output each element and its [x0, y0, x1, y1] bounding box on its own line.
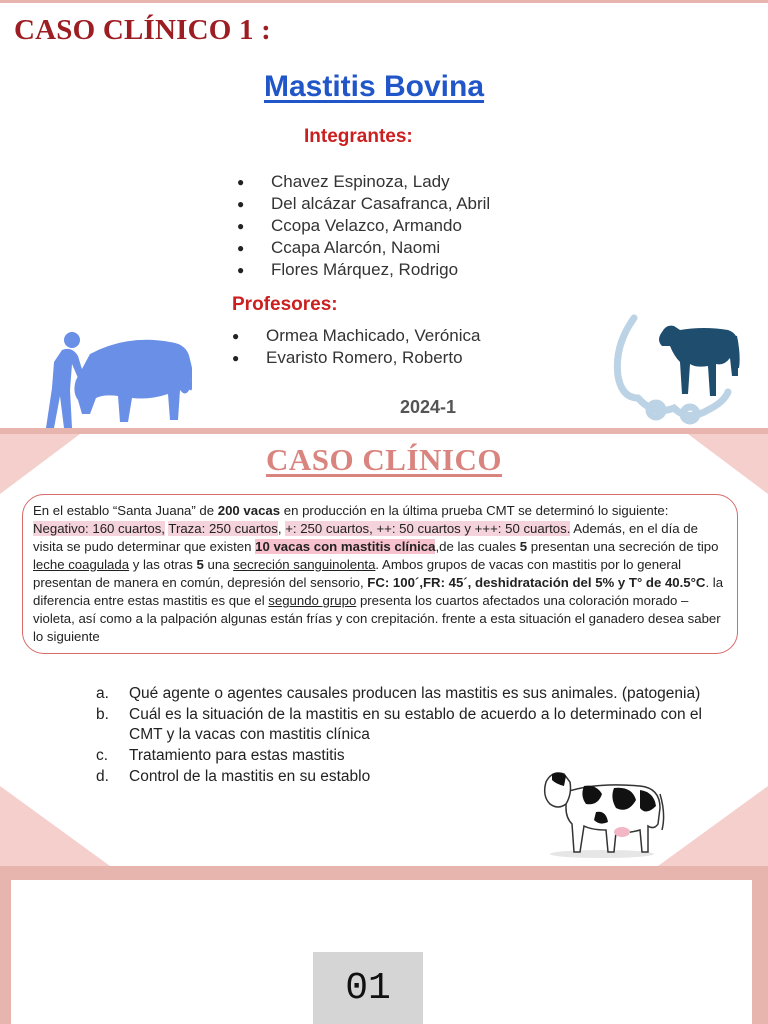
corner-decoration — [658, 786, 768, 866]
case-highlight: +: 250 cuartos, ++: 50 cuartos y +++: 50 cuartos. — [285, 521, 571, 536]
question-item — [96, 684, 736, 704]
integrantes-label: Integrantes: — [304, 126, 413, 147]
question-text: Tratamiento para estas mastitis — [129, 747, 345, 764]
question-text: Cuál es la situación de la mastitis en su establo de acuerdo a lo determinado con el CMT y la vacas con mastitis clínica — [129, 706, 702, 743]
slide-cover — [0, 0, 768, 428]
case-bold: 200 vacas — [217, 503, 281, 518]
integrantes-list — [237, 171, 490, 281]
case-bold: 10 vacas con mastitis clínica — [255, 539, 436, 554]
page-number: 01 — [313, 952, 423, 1024]
holstein-cow-icon — [536, 764, 666, 860]
case-bold: 5 — [519, 539, 528, 554]
list-item: ● Evaristo Romero, Roberto — [232, 347, 481, 369]
case-underline: segundo grupo — [268, 593, 357, 608]
question-item — [96, 746, 736, 766]
corner-decoration — [0, 786, 110, 866]
case-text: Además, en el día de visita se pudo determinar que existen — [33, 521, 698, 554]
farmer-cow-icon — [20, 328, 192, 428]
case-text: presentan una secreción de tipo — [527, 539, 719, 554]
case-description — [22, 494, 738, 654]
case-title: CASO CLÍNICO — [266, 442, 502, 477]
case-highlight: Traza: 250 cuartos — [168, 521, 278, 536]
case-text: . la diferencia entre estas mastitis es que el — [33, 575, 724, 608]
case-highlight: Negativo: 160 cuartos, — [33, 521, 165, 536]
case-text: , — [277, 521, 286, 536]
question-marker: c. — [96, 747, 109, 764]
case-bold: FC: 100´,FR: 45´, deshidratación del 5% y T° de 40.5°C — [367, 575, 706, 590]
list-item: ● Flores Márquez, Rodrigo — [237, 259, 490, 281]
case-text: en producción en la última prueba CMT se determinó lo siguiente: — [280, 503, 669, 518]
page-title: Mastitis Bovina — [263, 70, 485, 103]
question-text: Qué agente o agentes causales producen las mastitis es sus animales. (patogenia) — [129, 685, 701, 702]
case-text: En el establo “Santa Juana” de — [33, 503, 218, 518]
question-marker: a. — [96, 685, 109, 702]
list-item: ● Ccapa Alarcón, Naomi — [237, 237, 490, 259]
case-text: ,de las cuales — [435, 539, 520, 554]
case-bold: 5 — [196, 557, 204, 572]
case-text: y las otras — [129, 557, 197, 572]
question-text: Control de la mastitis en su establo — [129, 768, 371, 785]
case-text: una — [203, 557, 234, 572]
list-item: ● Del alcázar Casafranca, Abril — [237, 193, 490, 215]
list-item: ● Chavez Espinoza, Lady — [237, 171, 490, 193]
question-marker: b. — [96, 706, 109, 723]
case-text: presenta los cuartos afectados una coloración morado – violeta, así como a la palpación algunas están frías y con crepitación. frente a esta situación el ganadero desea saber lo siguiente — [33, 593, 721, 644]
list-item: ● Ormea Machicado, Verónica — [232, 325, 481, 347]
slide-page — [11, 880, 752, 1024]
case-text: . Ambos grupos de vacas con mastitis por lo general presentan de manera en común, depresión del sensorio, — [33, 557, 682, 590]
profesores-label: Profesores: — [232, 294, 338, 315]
case-underline: secreción sanguinolenta — [233, 557, 376, 572]
slide-cover-content — [6, 6, 762, 428]
question-marker: d. — [96, 768, 109, 785]
slide-case — [0, 434, 768, 866]
milk-cow-icon — [604, 306, 740, 428]
profesores-list — [232, 325, 481, 369]
case-heading: CASO CLÍNICO 1 : — [14, 14, 271, 46]
case-underline: leche coagulada — [33, 557, 130, 572]
academic-year: 2024-1 — [399, 397, 457, 417]
list-item: ● Ccopa Velazco, Armando — [237, 215, 490, 237]
question-item — [96, 705, 736, 745]
